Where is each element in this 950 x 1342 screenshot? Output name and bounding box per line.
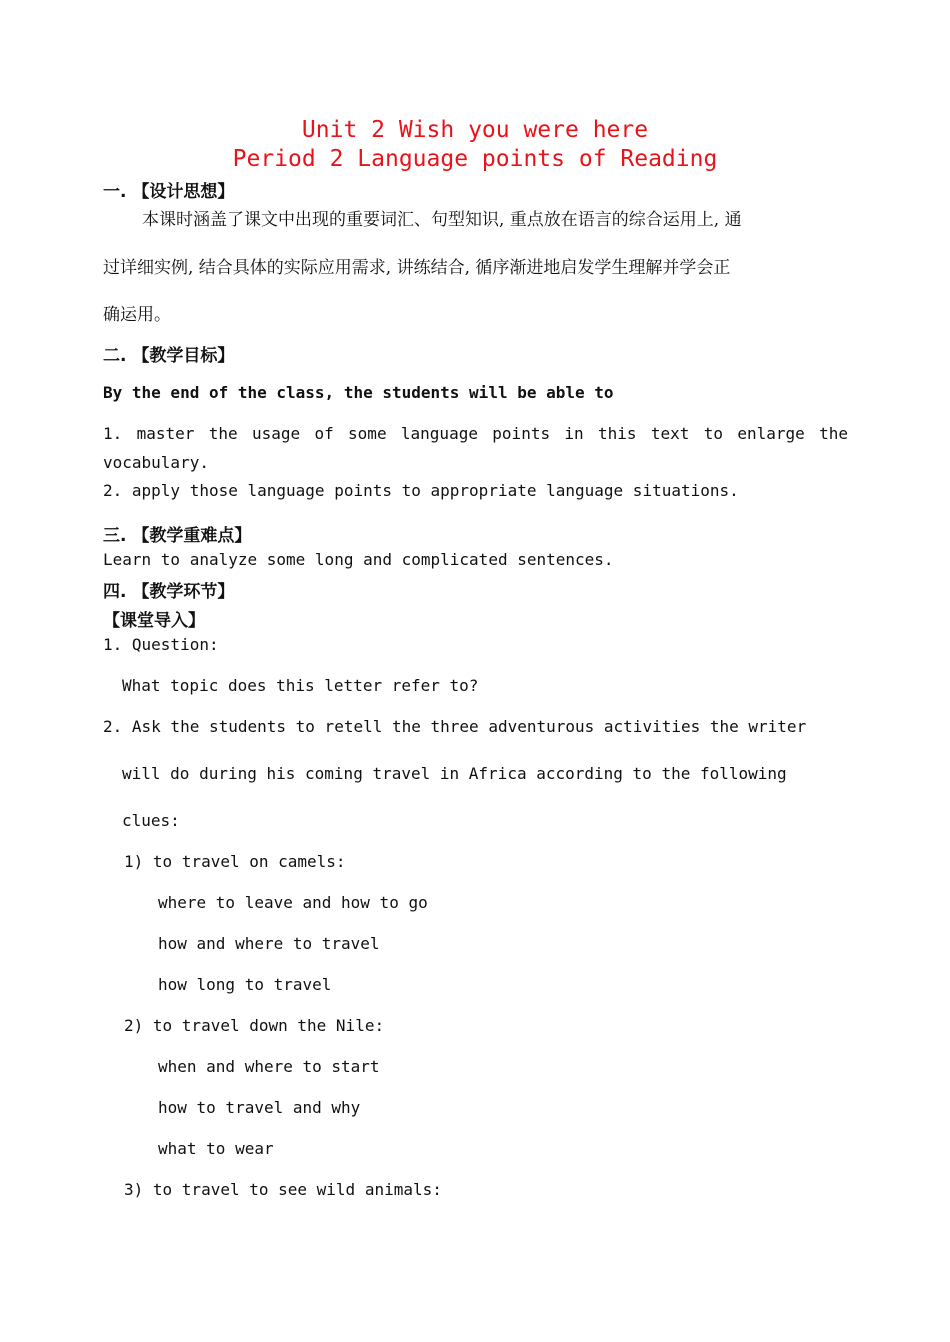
goal-1-line-1: 1. master the usage of some language points in this text to enlarge the (103, 424, 848, 443)
clue-1-item: how long to travel (158, 975, 332, 994)
clue-1-item: where to leave and how to go (158, 893, 428, 912)
title-line-1: Unit 2 Wish you were here (301, 117, 649, 143)
goal-1-line-2: vocabulary. (103, 453, 209, 472)
section-3-heading: 三. 【教学重难点】 (103, 526, 252, 546)
question-2-line-1: 2. Ask the students to retell the three adventurous activities the writer (103, 717, 807, 736)
section-3-text: Learn to analyze some long and complicated sentences. (103, 550, 614, 569)
section-4-sub-heading: 【课堂导入】 (103, 611, 205, 631)
section-1-para-line-3: 确运用。 (103, 305, 171, 325)
clue-2-item: how to travel and why (158, 1098, 361, 1117)
section-1-para-line-2: 过详细实例, 结合具体的实际应用需求, 讲练结合, 循序渐进地启发学生理解并学会正 (103, 258, 731, 278)
section-2-heading: 二. 【教学目标】 (103, 346, 235, 366)
question-2-line-3: clues: (122, 811, 180, 830)
clue-1-item: how and where to travel (158, 934, 380, 953)
title-line-2: Period 2 Language points of Reading (232, 146, 718, 172)
clue-2-item: what to wear (158, 1139, 274, 1158)
section-2-intro: By the end of the class, the students will be able to (103, 383, 614, 402)
goal-2: 2. apply those language points to appropriate language situations. (103, 481, 739, 500)
clue-2-title: 2) to travel down the Nile: (124, 1016, 385, 1035)
question-2-line-2: will do during his coming travel in Africa according to the following (122, 764, 787, 783)
question-1-text: What topic does this letter refer to? (122, 676, 479, 695)
question-1-label: 1. Question: (103, 635, 219, 654)
section-1-heading: 一. 【设计思想】 (103, 182, 235, 202)
section-1-para-line-1: 本课时涵盖了课文中出现的重要词汇、句型知识, 重点放在语言的综合运用上, 通 (142, 210, 742, 230)
clue-2-item: when and where to start (158, 1057, 380, 1076)
section-4-heading: 四. 【教学环节】 (103, 582, 235, 602)
clue-3-title: 3) to travel to see wild animals: (124, 1180, 442, 1199)
clue-1-title: 1) to travel on camels: (124, 852, 346, 871)
